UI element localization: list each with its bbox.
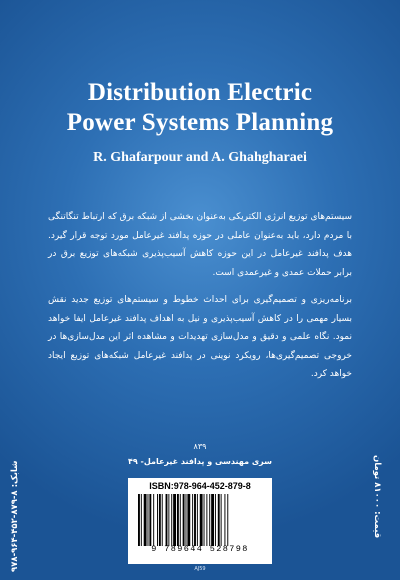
description-paragraph-2: برنامه‌ریزی و تصمیم‌گیری برای احداث خطوط و سیستم‌های توزیع جدید نقش بسیار مهمی را در کاهش آسیب‌پذیری و نیل به اهداف پدافند غیرعامل ایفا خواهد نمود. نگاه علمی و دقیق و مدل‌سازی تهدیدات و مشاهده اثر این مدل‌سازی‌ها در خروجی تصمیم‌گیری‌ها، رویکرد نوینی در پدافند غیرعامل شبکه‌های توزیع ایجاد خواهد کرد.	[48, 295, 352, 379]
small-code: AJ59	[194, 566, 206, 572]
barcode-digits: 9 789644 528798	[151, 544, 249, 554]
publication-number: ۸۳۹	[193, 442, 207, 451]
description	[48, 208, 352, 393]
side-isbn: شابک: ۸-۸۷۹-۴۵۲-۹۶۴-۹۷۸	[10, 460, 20, 572]
side-price: قیمت: ۸۱۰۰۰ تومان	[372, 455, 382, 539]
title-line-2: Power Systems Planning	[66, 109, 334, 136]
book-title	[0, 78, 400, 138]
title-line-1: Distribution Electric	[87, 79, 313, 106]
series-name: سری مهندسی و پدافند غیرعامل- ۴۹	[127, 457, 272, 466]
description-paragraph-1: سیستم‌های توزیع انرژی الکتریکی به‌عنوان بخشی از شبکه برق که ارتباط تنگاتنگی با مردم دارد، باید به‌عنوان عاملی در حوزه پدافند غیرعامل مورد توجه قرار گیرد. هدف پدافند غیرعامل در این حوزه کاهش آسیب‌پذیری شبکه‌های توزیع برق در برابر حملات عمدی و غیرعمدی است.	[48, 212, 352, 278]
isbn-label: ISBN:978-964-452-879-8	[149, 481, 251, 491]
barcode-icon	[136, 494, 264, 546]
authors: R. Ghafarpour and A. Ghahgharaei	[93, 150, 307, 165]
isbn-barcode-box	[128, 478, 272, 564]
